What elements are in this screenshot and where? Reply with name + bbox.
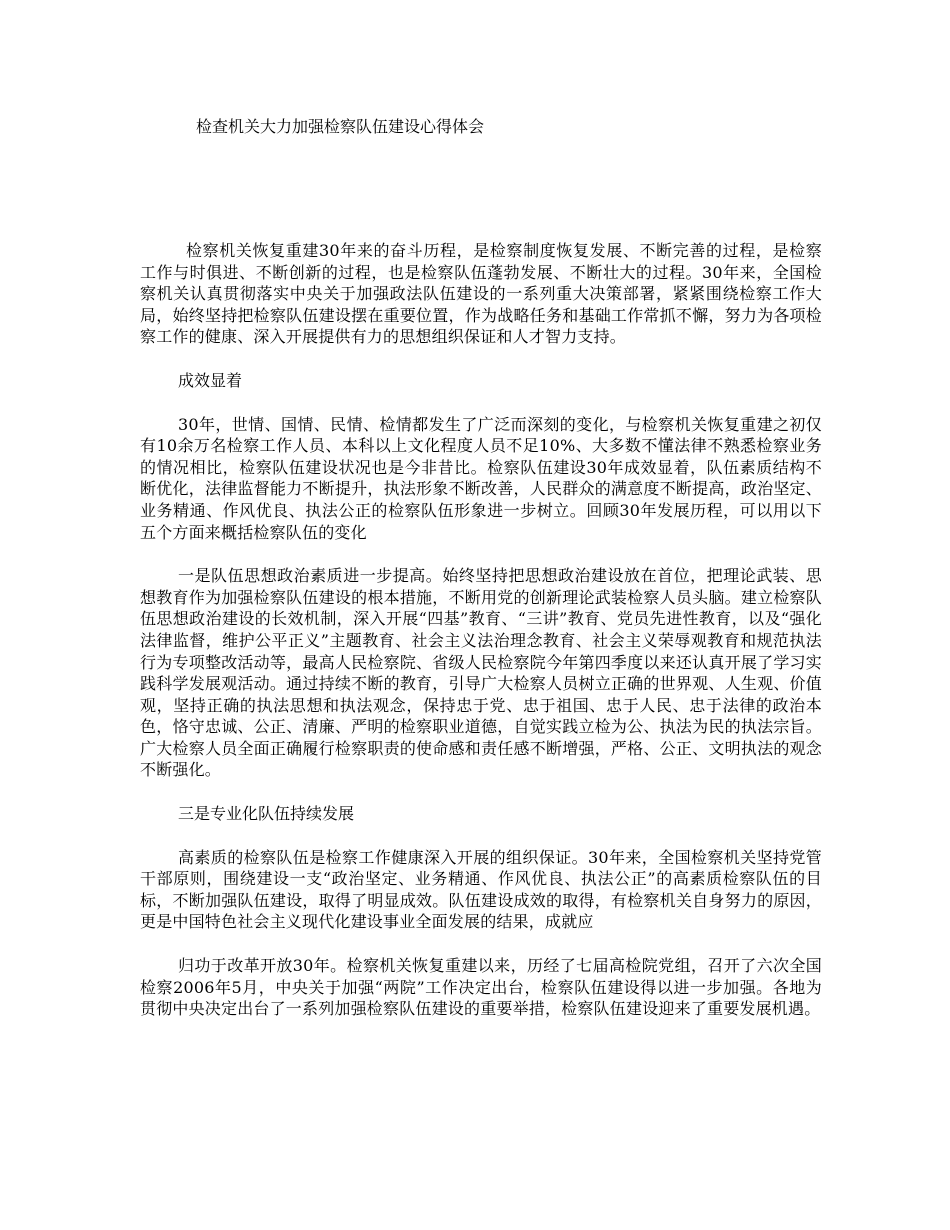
document-body	[140, 240, 822, 1042]
section-heading-results: 成效显着	[178, 370, 243, 390]
document-title: 检查机关大力加强检察队伍建设心得体会	[196, 117, 485, 136]
paragraph-reform: 归功于改革开放30年。检察机关恢复重建以来，历经了七届高检院党组，召开了六次全国检察2006年5月，中央关于加强“两院”工作决定出台，检察队伍建设得以进一步加强。各地为贯彻中央决定出台了一系列加强检察队伍建设的重要举措，检察队伍建设迎来了重要发展机遇。	[140, 956, 822, 1019]
paragraph-results: 30年，世情、国情、民情、检情都发生了广泛而深刻的变化，与检察机关恢复重建之初仅有10余万名检察工作人员、本科以上文化程度人员不足10%、大多数不懂法律不熟悉检察业务的情况相比，检察队伍建设状况也是今非昔比。检察队伍建设30年成效显着，队伍素质结构不断优化，法律监督能力不断提升，执法形象不断改善，人民群众的满意度不断提高，政治坚定、业务精通、作风优良、执法公正的检察队伍形象进一步树立。回顾30年发展历程，可以用以下五个方面来概括检察队伍的变化	[140, 414, 822, 542]
paragraph-specialization: 高素质的检察队伍是检察工作健康深入开展的组织保证。30年来，全国检察机关坚持党管干部原则，围绕建设一支“政治坚定、业务精通、作风优良、执法公正”的高素质检察队伍的目标，不断加强队伍建设，取得了明显成效。队伍建设成效的取得，有检察机关自身努力的原因，更是中国特色社会主义现代化建设事业全面发展的结果，成就应	[140, 847, 822, 932]
section-heading-specialization: 三是专业化队伍持续发展	[178, 804, 355, 824]
paragraph-political-quality: 一是队伍思想政治素质进一步提高。始终坚持把思想政治建设放在首位，把理论武装、思想教育作为加强检察队伍建设的根本措施，不断用党的创新理论武装检察人员头脑。建立检察队伍思想政治建设的长效机制，深入开展“四基”教育、“三讲”教育、党员先进性教育，以及“强化法律监督，维护公平正义”主题教育、社会主义法治理念教育、社会主义荣辱观教育和规范执法行为专项整改活动等，最高人民检察院、省级人民检察院今年第四季度以来还认真开展了学习实践科学发展观活动。通过持续不断的教育，引导广大检察人员树立正确的世界观、人生观、价值观，坚持正确的执法思想和执法观念，保持忠于党、忠于祖国、忠于人民、忠于法律的政治本色，恪守忠诚、公正、清廉、严明的检察职业道德，自觉实践立检为公、执法为民的执法宗旨。广大检察人员全面正确履行检察职责的使命感和责任感不断增强，严格、公正、文明执法的观念不断强化。	[140, 566, 822, 780]
paragraph-intro: 检察机关恢复重建30年来的奋斗历程，是检察制度恢复发展、不断完善的过程，是检察工作与时俱进、不断创新的过程，也是检察队伍蓬勃发展、不断壮大的过程。30年来，全国检察机关认真贯彻落实中央关于加强政法队伍建设的一系列重大决策部署，紧紧围绕检察工作大局，始终坚持把检察队伍建设摆在重要位置，作为战略任务和基础工作常抓不懈，努力为各项检察工作的健康、深入开展提供有力的思想组织保证和人才智力支持。	[140, 241, 822, 347]
